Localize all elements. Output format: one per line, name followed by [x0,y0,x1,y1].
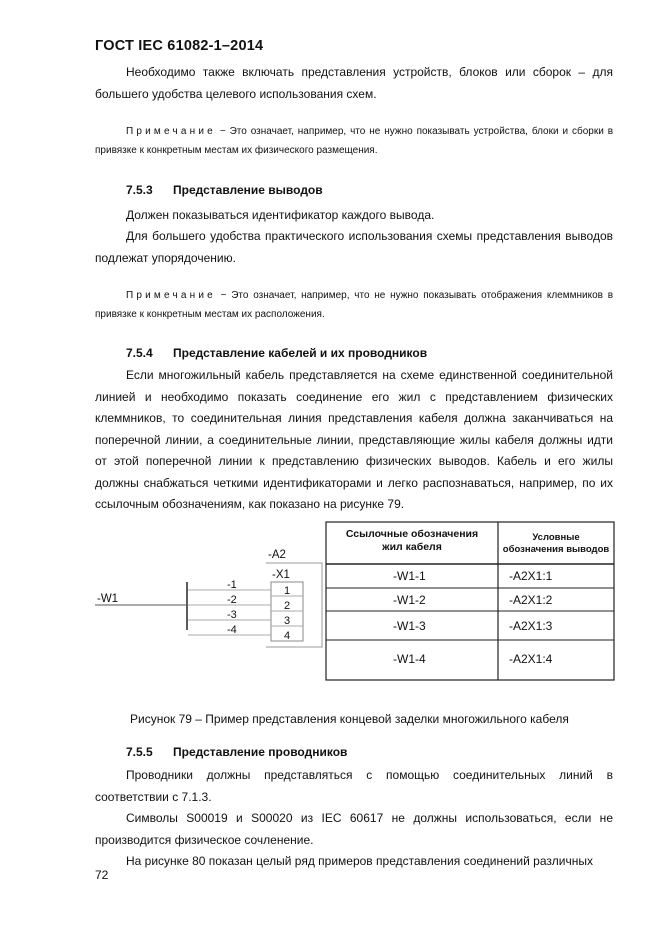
core-label: -1 [227,579,237,591]
note-text: Это означает, например, что не нужно показывать отображения клеммников в привязке к конкретным местам их расположения. [95,290,614,320]
section-number: 7.5.3 [126,183,153,197]
table-header-col1-line1: Ссылочные обозначения [345,528,479,540]
table-header-col1-line2: жил кабеля [382,541,442,553]
note-label: Примечание [126,290,216,301]
table-cell: -W1-2 [393,593,426,607]
section-number: 7.5.4 [126,346,153,360]
terminal-block-label: -X1 [272,569,290,581]
note-dash: − [219,126,226,137]
table-cell: -A2X1:4 [509,652,553,666]
section-title: Представление кабелей и их проводников [173,346,428,360]
section-title: Представление проводников [173,745,348,759]
page-header-title: ГОСТ IEC 61082-1–2014 [95,38,264,54]
device-label: -A2 [268,549,286,561]
table-header-col2-line1: Условные [532,532,580,543]
note-2 [95,286,613,324]
section-title: Представление выводов [173,183,323,197]
terminal-number: 3 [283,615,291,627]
paragraph-intro: Необходимо также включать представления устройств, блоков или сборок – для большего удобства целевого использования схем. [95,65,613,101]
core-label: -4 [227,624,237,636]
table-cell: -W1-4 [393,652,426,666]
core-label: -2 [227,594,237,606]
page-number: 72 [95,868,109,882]
table-cell: -W1-3 [393,619,426,633]
table-cell: -A2X1:1 [509,569,553,583]
terminal-number: 4 [283,630,291,642]
note-dash: − [220,290,227,301]
paragraph-figure-80: На рисунке 80 показан целый ряд примеров представления соединений различных [126,854,593,868]
terminal-number: 1 [283,585,291,597]
section-heading-7-5-4 [126,346,427,360]
table-header-col2-line2: обозначения выводов [502,544,610,555]
paragraph-cables: Если многожильный кабель представляется на схеме единственной соединительной линией и необходимо показать соединение его жил с представлением физических клеммников, то соединительная линия представления кабеля должна заканчиваться на поперечной линии, а соединительные линии, представляющие жилы кабеля должны идти от этой поперечной линии к представлению физических выводов. Кабель и его жилы должны снабжаться четкими идентификаторами и легко распознаваться, например, по их ссылочным обозначениям, как показано на рисунке 79. [95,368,613,511]
core-label: -3 [227,609,237,621]
terminal-number: 2 [283,600,291,612]
paragraph-terminal-order: Для большего удобства практического использования схемы представления выводов подлежат упорядочению. [95,229,613,265]
figure-caption: Рисунок 79 – Пример представления концевой заделки многожильного кабеля [130,712,569,726]
paragraph-conductors: Проводники должны представляться с помощью соединительных линий в соответствии с 7.1.3. [95,768,613,804]
paragraph-terminal-id: Должен показываться идентификатор каждого вывода. [126,208,435,222]
table-cell: -A2X1:3 [509,619,553,633]
paragraph-symbols: Символы S00019 и S00020 из IEC 60617 не должны использоваться, если не производится физическое сочленение. [95,811,613,847]
cable-label: -W1 [97,593,119,605]
table-cell: -A2X1:2 [509,593,553,607]
table-cell: -W1-1 [393,569,426,583]
section-heading-7-5-3 [126,183,323,197]
section-heading-7-5-5 [126,745,347,759]
section-number: 7.5.5 [126,745,153,759]
note-1 [95,122,613,160]
note-text: Это означает, например, что не нужно показывать устройства, блоки и сборки в привязке к конкретным местам их физического размещения. [95,126,614,156]
figure-79 [0,515,661,690]
note-label: Примечание [126,126,216,137]
